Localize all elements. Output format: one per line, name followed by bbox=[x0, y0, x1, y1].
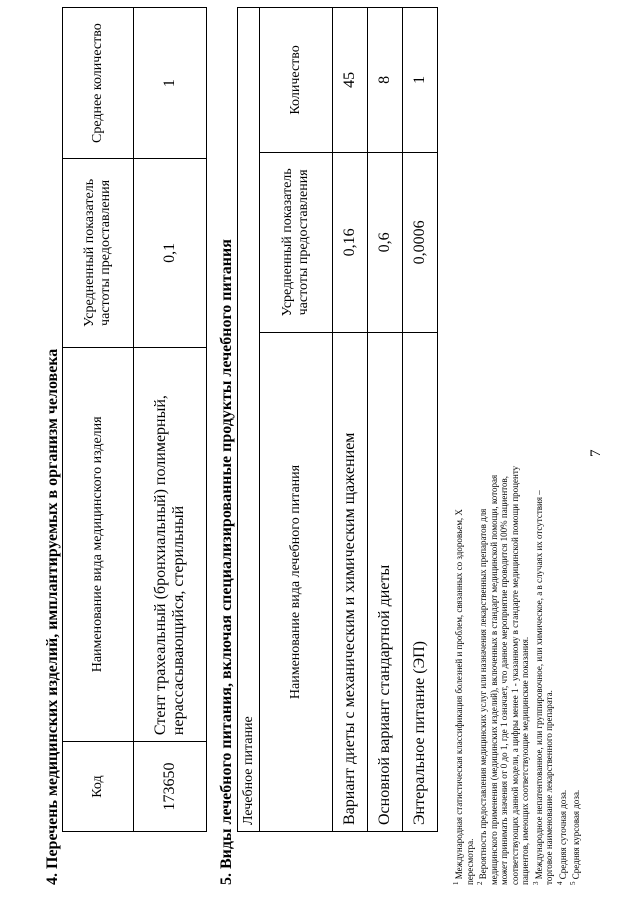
table-header-row bbox=[63, 8, 134, 832]
header-code: Код bbox=[63, 742, 134, 832]
footnote: $^4$ Средняя суточная доза. bbox=[555, 789, 568, 885]
footnotes bbox=[451, 465, 582, 885]
nutrition-name: Основной вариант стандартной диеты bbox=[368, 332, 403, 831]
nutrition-frequency: 0,6 bbox=[368, 152, 403, 332]
footnote: $^1$ Международная статистическая классификация болезней и проблем, связанных со здоровьем, X пересмотра. bbox=[452, 509, 475, 885]
header-frequency: Усредненный показатель частоты предоставления bbox=[63, 159, 134, 347]
header-quantity: Количество bbox=[260, 8, 333, 153]
nutrition-name: Энтеральное питание (ЭП) bbox=[403, 332, 438, 831]
nutrition-quantity: 45 bbox=[333, 8, 368, 153]
device-quantity: 1 bbox=[134, 8, 207, 159]
medical-devices-table bbox=[62, 7, 207, 832]
table-row bbox=[134, 8, 207, 832]
nutrition-quantity: 8 bbox=[368, 8, 403, 153]
page-number: 7 bbox=[588, 449, 604, 457]
footnote: $^5$ Средняя курсовая доза. bbox=[569, 789, 581, 885]
device-name: Стент трахеальный (бронхиальный) полимерный, нерассасывающийся, стерильный bbox=[134, 347, 207, 742]
header-nutrition-name: Наименование вида лечебного питания bbox=[260, 332, 333, 831]
nutrition-name: Вариант диеты с механическим и химическим щажением bbox=[333, 332, 368, 831]
table-row bbox=[403, 8, 438, 832]
table-row bbox=[333, 8, 368, 832]
nutrition-frequency: 0,0006 bbox=[403, 152, 438, 332]
table-header-row bbox=[260, 8, 333, 832]
section-4-title: 4. Перечень медицинских изделий, имплантируемых в организм человека bbox=[44, 348, 61, 885]
header-quantity: Среднее количество bbox=[63, 8, 134, 159]
nutrition-frequency: 0,16 bbox=[333, 152, 368, 332]
device-frequency: 0,1 bbox=[134, 159, 207, 347]
footnote: $^2$ Вероятность предоставления медицинских услуг или назначения лекарственных препаратов для медицинского применения (медицинских изделий), включенных в стандарт медицинской помощи, которая может принимать значения от 0 до 1, где 1 означает, что данное мероприятие проводится 100% пациентов, соответствующих данной модели, а цифры менее 1 - указанному в стандарте медицинской помощи проценту пациентов, имеющих соответствующие медицинские показания. bbox=[476, 465, 530, 885]
footnote: $^3$ Международное непатентованное, или группировочное, или химическое, а в случаях их отсутствия – торговое наименование лекарственного препарата. bbox=[531, 490, 554, 885]
header-frequency: Усредненный показатель частоты предоставления bbox=[260, 152, 333, 332]
nutrition-table bbox=[237, 7, 438, 832]
group-row bbox=[238, 8, 260, 832]
device-code: 173650 bbox=[134, 742, 207, 832]
section-5-title: 5. Виды лечебного питания, включая специализированные продукты лечебного питания bbox=[218, 239, 235, 885]
table-row bbox=[368, 8, 403, 832]
nutrition-quantity: 1 bbox=[403, 8, 438, 153]
header-device-name: Наименование вида медицинского изделия bbox=[63, 347, 134, 742]
group-label: Лечебное питание bbox=[238, 8, 260, 832]
